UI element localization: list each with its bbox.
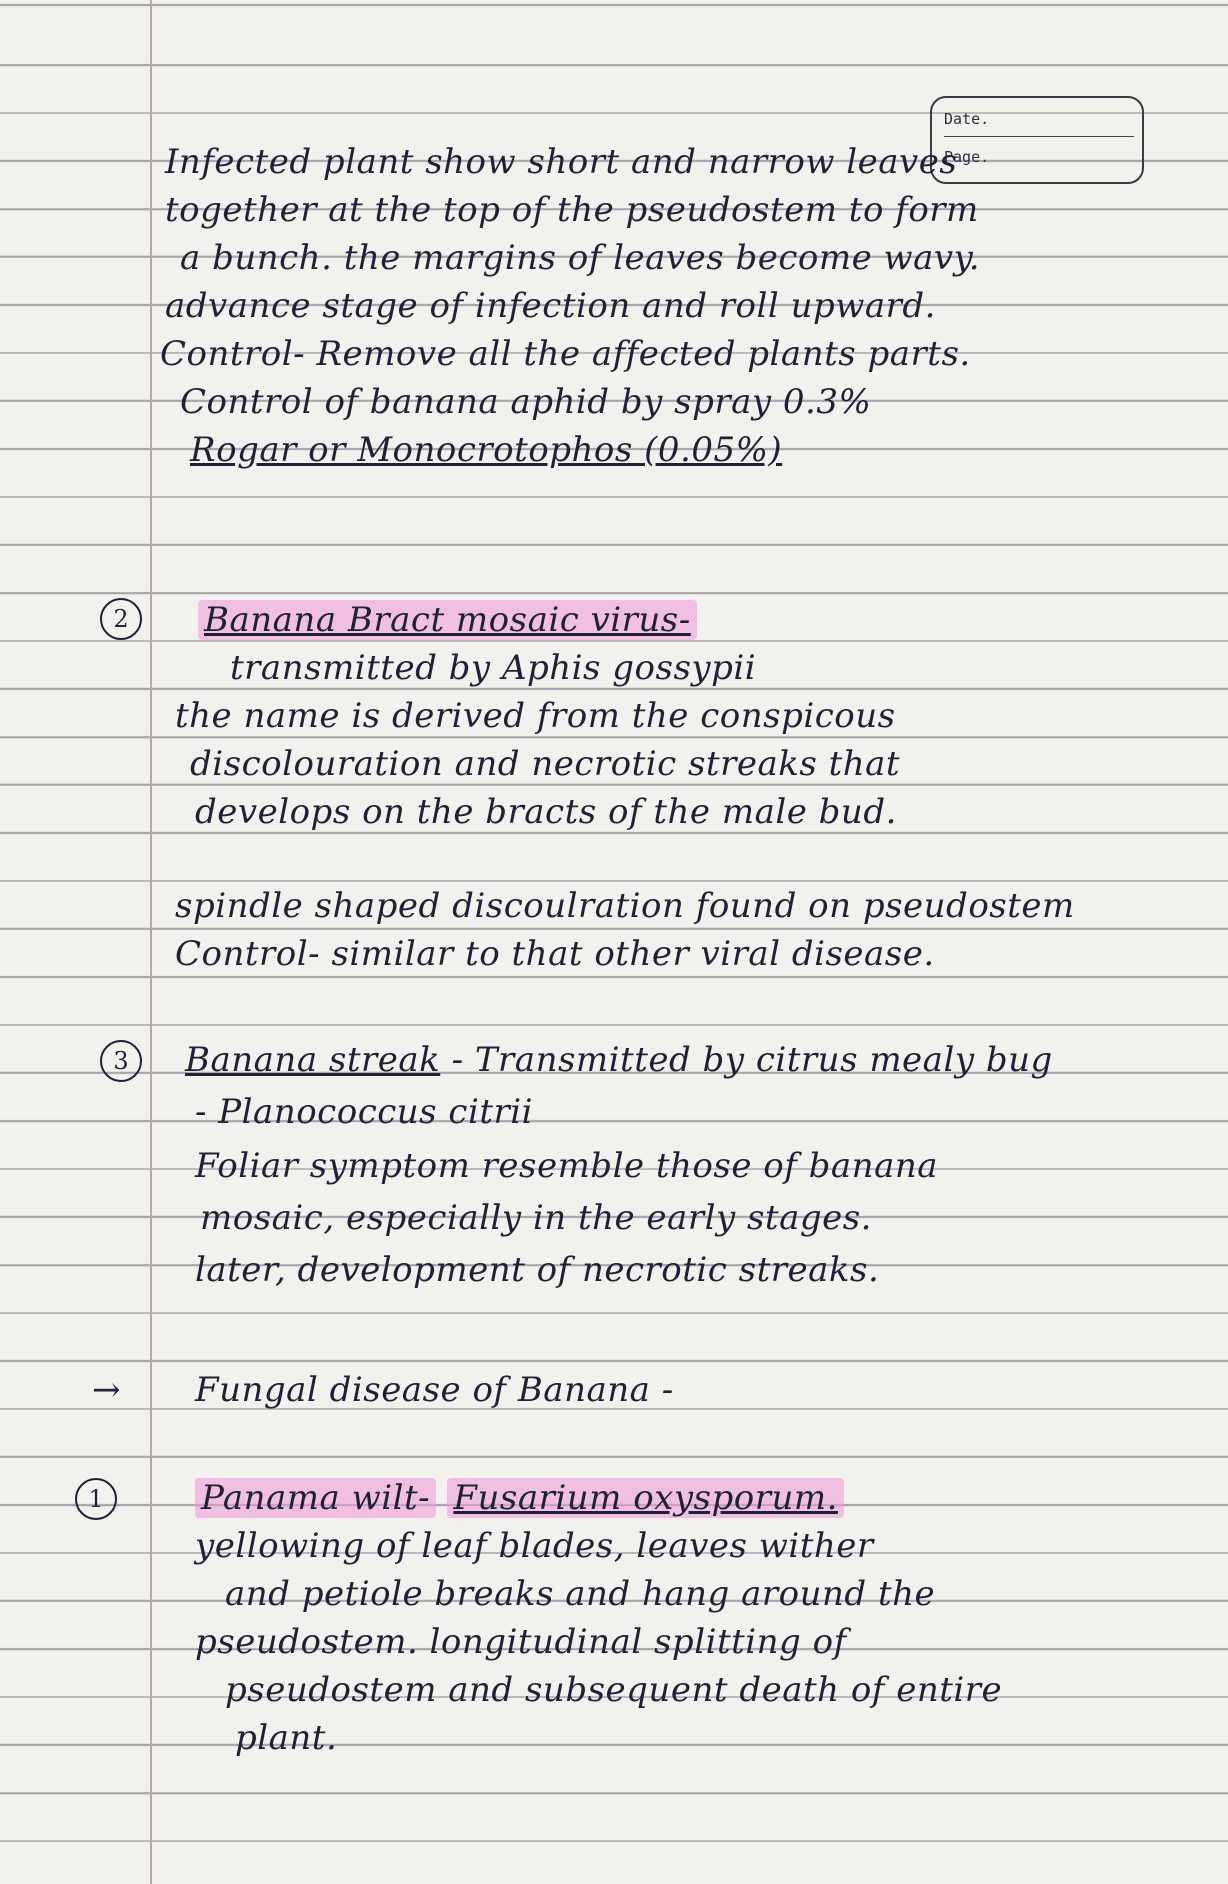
intro-line-5: Control- Remove all the affected plants parts. bbox=[160, 334, 971, 374]
section-2-line-3: discolouration and necrotic streaks that bbox=[190, 744, 901, 784]
section-2-line-2: the name is derived from the conspicous bbox=[175, 696, 896, 736]
section-3-heading-title: Banana streak bbox=[185, 1040, 441, 1080]
intro-line-7: Rogar or Monocrotophos (0.05%) bbox=[190, 430, 783, 470]
section-3-heading bbox=[185, 1040, 1053, 1080]
fungal-section-1-line-2: and petiole breaks and hang around the bbox=[225, 1574, 936, 1614]
section-3-line-4: later, development of necrotic streaks. bbox=[195, 1250, 880, 1290]
intro-line-6: Control of banana aphid by spray 0.3% bbox=[180, 382, 872, 422]
fungal-section-1-heading-title: Panama wilt- bbox=[195, 1478, 436, 1518]
date-page-box bbox=[930, 96, 1144, 184]
fungal-section-1-line-5: plant. bbox=[235, 1718, 338, 1758]
section-3-number: 3 bbox=[100, 1040, 142, 1082]
section-2-line-4: develops on the bracts of the male bud. bbox=[195, 792, 897, 832]
section-3-line-2: Foliar symptom resemble those of banana bbox=[195, 1146, 939, 1186]
fungal-section-1-line-3: pseudostem. longitudinal splitting of bbox=[195, 1622, 847, 1662]
section-2-heading-text: Banana Bract mosaic virus- bbox=[198, 600, 697, 640]
margin-line bbox=[150, 0, 152, 1884]
arrow-icon: → bbox=[92, 1370, 121, 1410]
section-2-heading bbox=[198, 600, 697, 640]
section-2-line-1: transmitted by Aphis gossypii bbox=[230, 648, 757, 688]
fungal-section-1-line-1: yellowing of leaf blades, leaves wither bbox=[195, 1526, 874, 1566]
fungal-section-1-heading bbox=[195, 1478, 844, 1518]
section-3-line-3: mosaic, especially in the early stages. bbox=[200, 1198, 872, 1238]
fungal-section-1-line-4: pseudostem and subsequent death of entire bbox=[225, 1670, 1003, 1710]
intro-line-2: together at the top of the pseudostem to form bbox=[165, 190, 979, 230]
page-label: Page. bbox=[944, 148, 990, 166]
fungal-section-1-number: 1 bbox=[75, 1478, 117, 1520]
section-2-line-5: spindle shaped discoulration found on pseudostem bbox=[175, 886, 1075, 926]
section-2-number: 2 bbox=[100, 598, 142, 640]
fungal-heading: Fungal disease of Banana - bbox=[195, 1370, 674, 1410]
date-label: Date. bbox=[944, 102, 1134, 137]
fungal-section-1-heading-pathogen: Fusarium oxysporum. bbox=[447, 1478, 844, 1518]
intro-line-3: a bunch. the margins of leaves become wavy. bbox=[180, 238, 981, 278]
section-3-line-1: - Planococcus citrii bbox=[195, 1092, 534, 1132]
intro-line-4: advance stage of infection and roll upward. bbox=[165, 286, 936, 326]
section-2-line-6: Control- similar to that other viral disease. bbox=[175, 934, 935, 974]
intro-line-1: Infected plant show short and narrow leaves bbox=[165, 142, 958, 182]
section-3-heading-rest: - Transmitted by citrus mealy bug bbox=[451, 1040, 1053, 1080]
